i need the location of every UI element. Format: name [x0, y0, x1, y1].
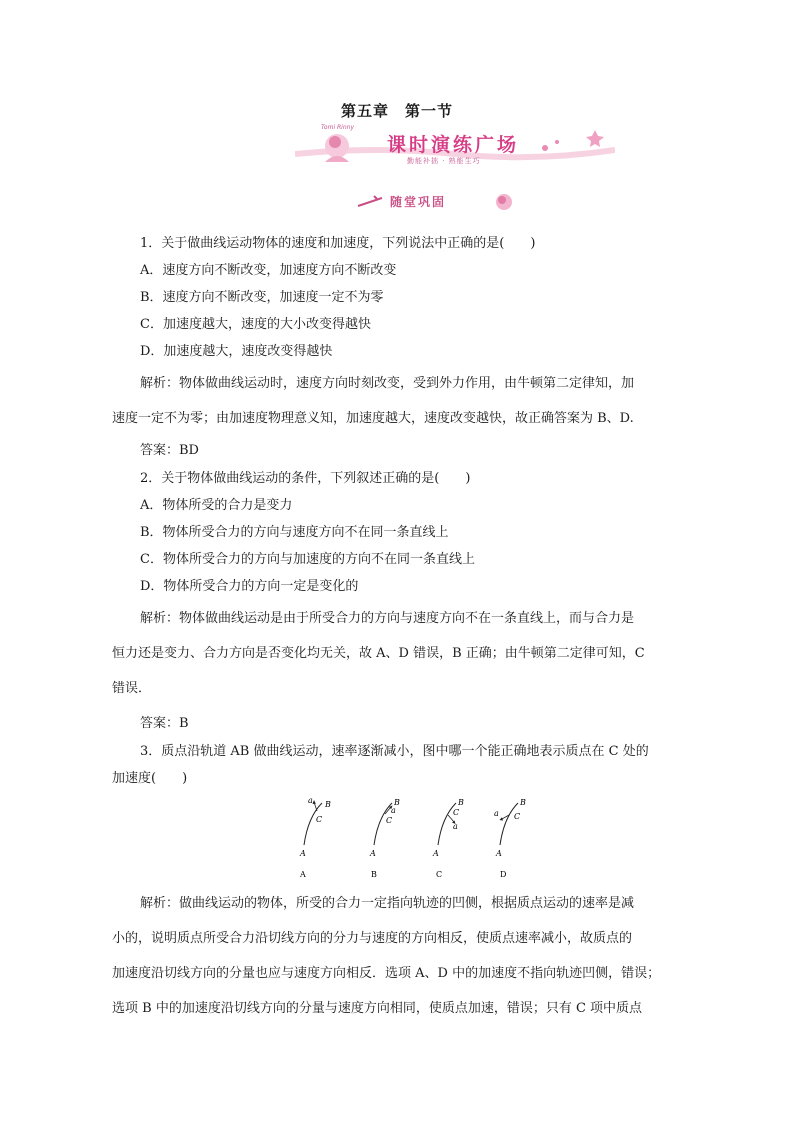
banner-subtitle: 勤能补拙 · 熟能生巧: [407, 157, 481, 165]
option-label: B: [371, 870, 377, 879]
section-title: 随堂巩固: [390, 195, 447, 209]
option-label: A: [300, 870, 306, 879]
point-b-label: B: [458, 798, 464, 807]
point-b-label: B: [394, 798, 400, 807]
q2-stem: 2．关于物体做曲线运动的条件，下列叙述正确的是( ): [140, 471, 471, 486]
q1-option-c: C．加速度越大，速度的大小改变得越快: [140, 317, 371, 332]
q3-analysis-line-4: 选项 B 中的加速度沿切线方向的分量与速度方向相同，使质点加速，错误；只有 C 项中质点: [112, 1001, 643, 1016]
figure-option-d: [494, 798, 526, 879]
option-label: D: [500, 870, 507, 879]
q3-analysis-line-2: 小的，说明质点所受合力沿切线方向的分力与速度的方向相反，使质点速率减小，故质点的: [112, 931, 633, 946]
vector-label: a: [308, 796, 313, 805]
point-a-label: A: [300, 849, 306, 858]
point-b-label: B: [325, 800, 331, 809]
q2-analysis-line-1: 解析：物体做曲线运动是由于所受合力的方向与速度方向不在一条直线上，而与合力是: [140, 611, 635, 626]
point-a-label: A: [496, 849, 502, 858]
point-c-label: C: [453, 808, 460, 817]
q2-answer: 答案：B: [140, 716, 189, 731]
vector-label: a: [391, 806, 396, 815]
point-a-label: A: [433, 849, 439, 858]
vector-label: a: [494, 809, 499, 818]
q2-analysis-line-3: 错误．: [112, 681, 152, 696]
q1-option-a: A．速度方向不断改变，加速度方向不断改变: [140, 263, 397, 278]
trajectory-curve: [500, 803, 521, 845]
q3-analysis-line-1: 解析：做曲线运动的物体，所受的合力一定指向轨迹的凹侧，根据质点运动的速率是减: [140, 896, 635, 911]
q3-analysis-line-3: 加速度沿切线方向的分量也应与速度方向相反．选项 A、D 中的加速度不指向轨迹凹侧，错误；: [112, 966, 661, 981]
chapter-heading: 第五章 第一节: [340, 102, 453, 120]
q1-option-d: D．加速度越大，速度改变得越快: [140, 344, 333, 359]
point-c-label: C: [386, 816, 393, 825]
q2-option-c: C．物体所受合力的方向与加速度的方向不在同一条直线上: [140, 552, 475, 567]
q1-option-b: B．速度方向不断改变，加速度一定不为零: [140, 290, 384, 305]
option-label: C: [436, 870, 443, 879]
point-b-label: B: [520, 798, 526, 807]
q1-answer: 答案：BD: [140, 443, 199, 458]
q2-analysis-line-2: 恒力还是变力、合力方向是否变化均无关，故 A、D 错误，B 正确；由牛顿第二定律可知，C: [112, 646, 645, 661]
q1-analysis-line-2: 速度一定不为零；由加速度物理意义知，加速度越大，速度改变越快，故正确答案为 B、D.: [112, 411, 634, 426]
q2-option-b: B．物体所受合力的方向与速度方向不在同一条直线上: [140, 525, 449, 540]
q3-trajectory-diagram: [290, 795, 530, 880]
figure-option-a: [299, 796, 331, 879]
figure-option-b: [369, 798, 400, 879]
q3-stem-line-2: 加速度( ): [112, 771, 188, 786]
q2-option-d: D．物体所受合力的方向一定是变化的: [140, 579, 359, 594]
section-tag: [356, 190, 526, 214]
q1-stem: 1．关于做曲线运动物体的速度和加速度，下列说法中正确的是( ): [140, 236, 536, 251]
banner-corner-text: Tomi Rinny: [321, 124, 355, 131]
point-c-label: C: [316, 815, 323, 824]
q3-stem-line-1: 3．质点沿轨道 AB 做曲线运动，速率逐渐减小，图中哪一个能正确地表示质点在 C 处的: [140, 744, 649, 759]
figure-option-c: [432, 798, 464, 879]
vector-label: a: [453, 822, 458, 831]
q2-option-a: A．物体所受的合力是变力: [140, 498, 293, 513]
trajectory-curve: [304, 803, 322, 845]
banner-title: 课时演练广场: [387, 134, 520, 156]
point-a-label: A: [370, 849, 376, 858]
q1-analysis-line-1: 解析：物体做曲线运动时，速度方向时刻改变，受到外力作用，由牛顿第二定律知，加: [140, 376, 635, 391]
practice-banner: [295, 124, 615, 170]
point-c-label: C: [514, 812, 521, 821]
